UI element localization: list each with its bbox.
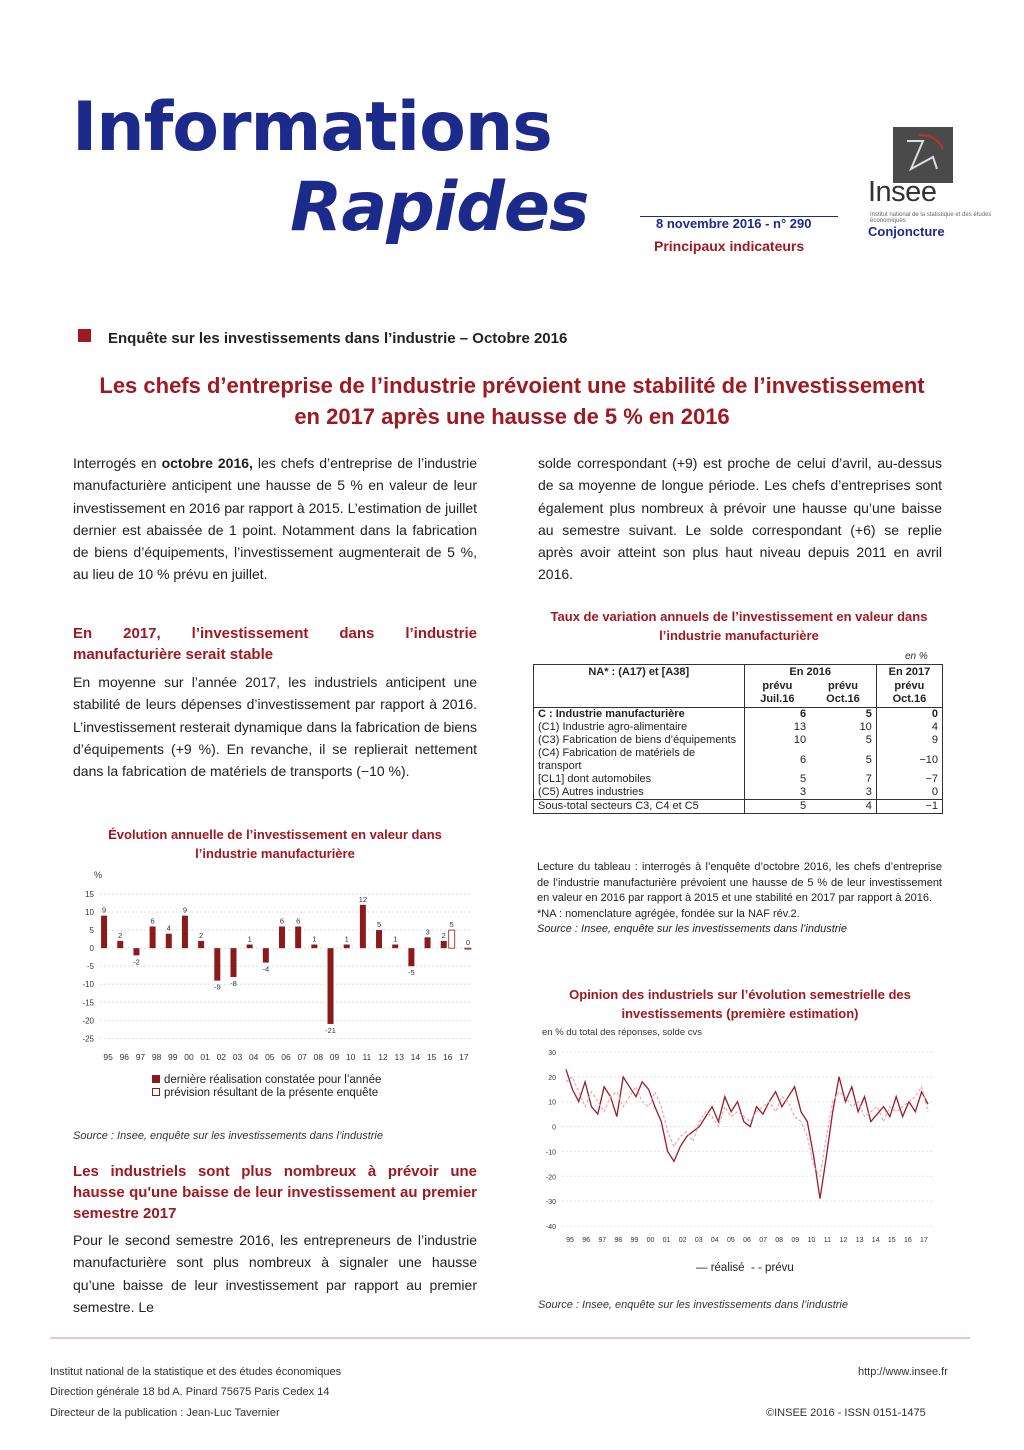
footer-address: Direction générale 18 bd A. Pinard 75675 Paris Cedex 14 [50,1386,330,1398]
x-tick-label: 04 [248,1052,259,1062]
x-tick-label: 08 [775,1237,784,1244]
bar-realised [247,945,253,949]
y-tick-label: 5 [89,926,94,936]
x-tick-label: 97 [135,1052,146,1062]
series-line-realised [566,1069,928,1198]
x-tick-label: 13 [855,1237,864,1244]
table-col-oct16: prévu Oct.16 [810,679,876,708]
table-cell: −7 [876,773,942,786]
y-tick-label: -20 [82,1016,94,1026]
intro-lead-bold: octobre 2016, [161,455,253,471]
bar-forecast [449,930,455,948]
x-tick-label: 11 [362,1052,372,1062]
x-tick-label: 15 [887,1237,896,1244]
table-reading [537,860,942,938]
investment-table [533,664,943,814]
x-tick-label: 98 [151,1052,162,1062]
x-tick-label: 95 [103,1052,113,1062]
table-header-na: NA* : (A17) et [A38] [534,665,745,708]
bar-value-label: -2 [133,957,140,967]
x-tick-label: 16 [443,1052,453,1062]
table-cell: 5 [800,773,807,785]
table-header-2016: En 2016 [744,665,876,680]
y-tick-label: 0 [552,1124,556,1132]
bar-value-label: 0 [465,938,470,948]
line-chart-source: Source : Insee, enquête sur les investissements dans l’industrie [538,1299,848,1311]
x-tick-label: 02 [216,1052,227,1062]
y-tick-label: -30 [545,1199,556,1207]
bar-chart-source: Source : Insee, enquête sur les investissements dans l’industrie [73,1130,383,1142]
table-row-label: (C1) Industrie agro-alimentaire [534,721,745,734]
bar-value-label: -9 [213,982,221,992]
bar-value-label: 9 [102,905,107,915]
table-col-jul16: prévu Juil.16 [744,679,810,708]
bar-value-label: 5 [449,920,454,930]
legend-label-forecast: prévision résultant de la présente enquête [164,1087,379,1099]
table-cell: 10 [793,734,807,746]
bar-value-label: -21 [325,1025,336,1035]
bar-realised [133,948,139,955]
x-tick-label: 96 [119,1052,129,1062]
bar-value-label: 6 [150,916,155,926]
table-cell: 0 [876,786,942,800]
x-tick-label: 96 [582,1237,591,1244]
bar-realised [214,948,220,980]
x-tick-label: 04 [710,1237,719,1244]
x-tick-label: 08 [313,1052,324,1062]
logo-name: Insee [868,176,937,208]
bar-realised [425,937,431,948]
y-tick-label: -25 [82,1034,94,1044]
table-reading-text: Lecture du tableau : interrogés à l’enquête d’octobre 2016, les chefs d’entreprise de l’industrie manufacturière prévoient une hausse de 5 % de leur investissement en valeur en 2016 par rapport à 2015 et une stabilité en 2017 par rapport à 2016. [537,861,942,904]
x-tick-label: 05 [727,1237,735,1244]
intro-rest: les chefs d’entreprise de l’industrie manufacturière anticipent une hausse de 5 % en valeur de leur investissement en 2016 par rapport à 2015. L’estimation de juillet dernier est abaissée de 1 point. Notamment dans la fabrication de biens d’équipements, l’investissement augmenterait de 5 %, au lieu de 10 % prévu en juillet. [73,455,478,583]
table-cell: 6 [800,708,807,720]
masthead-subtitle: Rapides [290,168,589,247]
bar-value-label: -8 [230,979,237,989]
table-note: *NA : nomenclature agrégée, fondée sur la NAF rév.2. [537,907,800,920]
section2-heading: Les industriels sont plus nombreux à prévoir une hausse qu'une baisse de leur investissement au premier semestre 2017 [73,1163,477,1222]
table-cell: 3 [810,786,876,800]
x-tick-label: 03 [694,1237,703,1244]
bar-forecast [465,948,471,949]
bar-realised [101,916,107,948]
bar-realised [408,948,414,966]
x-tick-label: 01 [200,1052,210,1062]
x-tick-label: 17 [920,1237,928,1244]
footer-institute: Institut national de la statistique et des études économiques [50,1366,342,1378]
bar-value-label: 6 [296,916,301,926]
x-tick-label: 16 [903,1237,912,1244]
table-cell: 4 [876,721,942,734]
bar-realised [150,926,156,948]
line-chart-unit: en % du total des réponses, solde cvs [542,1027,703,1038]
line-chart-title: Opinion des industriels sur l’évolution semestrielle des investissements (première estimation) [569,987,911,1021]
x-tick-label: 14 [871,1237,880,1244]
table-header-2017: En 2017 [876,665,942,680]
table-row [534,800,943,814]
section1-text: En moyenne sur l’année 2017, les industriels anticipent une stabilité de leurs dépenses d’investissement par rapport à 2016. L’investissement resterait dynamique dans la fabrication de biens d’équipements (+9 %). En revanche, il se replierait nettement dans la fabrication de matériels de transports (−10 %). [73,674,477,780]
x-tick-label: 06 [743,1237,751,1244]
table-source: Source : Insee, enquête sur les investissements dans l’industrie [537,923,847,935]
table-row [534,734,943,747]
table-cell: 5 [810,747,876,773]
bar-value-label: -4 [262,964,270,974]
x-tick-label: 00 [646,1237,655,1244]
y-tick-label: -10 [545,1149,556,1157]
bar-value-label: 1 [312,934,317,944]
table-cell: 7 [810,773,876,786]
page-headline: Les chefs d’entreprise de l’industrie prévoient une stabilité de l’investissement en 2017 après une hausse de 5 % en 2016 [99,373,925,429]
bar-realised [117,941,123,948]
x-tick-label: 07 [759,1237,767,1244]
table-cell: 5 [810,734,876,747]
bar-value-label: 6 [279,916,285,926]
table-cell: 3 [800,786,807,798]
y-tick-label: -40 [545,1224,556,1231]
bar-value-label: 1 [393,934,398,944]
logo-series: Conjoncture [868,224,945,239]
issue-category: Principaux indicateurs [654,238,805,254]
x-tick-label: 99 [630,1237,639,1244]
table-cell: 5 [744,800,810,814]
bar-realised [182,916,188,948]
x-tick-label: 09 [329,1052,340,1062]
bar-chart-legend [152,1074,381,1100]
intro-paragraph [73,452,477,586]
table-cell: 9 [876,734,942,747]
bar-realised [441,941,447,948]
table-row-label: (C5) Autres industries [534,786,745,800]
legend-item-forecast [152,1087,381,1100]
y-tick-label: 0 [89,944,94,954]
legend-swatch-realised [152,1075,160,1083]
legend-label-realised: dernière réalisation constatée pour l’année [164,1074,382,1086]
x-tick-label: 05 [265,1052,275,1062]
bar-value-label: 12 [358,894,368,904]
table-row [534,773,943,786]
table-title: Taux de variation annuels de l’investissement en valeur dans l’industrie manufacturière [550,609,928,643]
table-row-label: C : Industrie manufacturière [534,708,745,722]
table-row-label: Sous-total secteurs C3, C4 et C5 [534,800,745,814]
legend-label-line-forecast: prévu [765,1262,794,1274]
bar-value-label: 1 [247,934,252,944]
x-tick-label: 15 [426,1052,437,1062]
x-tick-label: 98 [614,1237,623,1244]
bar-realised [376,930,382,948]
table-row [534,747,943,773]
masthead-title: Informations [72,88,552,167]
y-tick-label: -5 [86,962,94,972]
y-tick-label: -15 [82,998,94,1008]
legend-line-forecast: - - prévu [750,1262,794,1274]
x-tick-label: 12 [839,1237,848,1244]
issue-date: 8 novembre 2016 - n° 290 [656,216,812,231]
section-bullet-icon [78,329,91,342]
line-chart [532,1042,942,1247]
y-tick-label: 10 [548,1099,556,1107]
table-cell: 10 [810,721,876,734]
x-tick-label: 10 [807,1237,816,1244]
x-tick-label: 00 [184,1052,194,1062]
x-tick-label: 17 [459,1052,469,1062]
section2-text: Pour le second semestre 2016, les entrepreneurs de l’industrie manufacturière sont plus nombreux à signaler une hausse qu’une baisse de leur investissement par rapport au premier semestre. Le [73,1232,477,1315]
bar-chart-title: Évolution annuelle de l’investissement en valeur dans l’industrie manufacturière [108,827,442,861]
table-row [534,708,943,722]
bar-realised [263,948,269,962]
bar-value-label: 2 [441,930,446,940]
table-row [534,786,943,800]
bar-value-label: 1 [344,934,349,944]
line-chart-legend [696,1262,794,1274]
x-tick-label: 14 [410,1052,421,1062]
table-unit: en % [905,651,928,662]
section1-heading: En 2017, l’investissement dans l’industrie manufacturière serait stable [73,625,477,663]
table-col-oct16-2017: prévu Oct.16 [876,679,942,708]
table-row-label: (C3) Fabrication de biens d’équipements [534,734,745,747]
bar-realised [328,948,334,1024]
legend-item-realised [152,1074,381,1087]
table-cell: 5 [810,708,876,722]
bar-realised [279,926,285,948]
bar-realised [198,941,204,948]
x-tick-label: 02 [678,1237,687,1244]
footer-director: Directeur de la publication : Jean-Luc Tavernier [50,1407,280,1419]
table-row-label: [CL1] dont automobiles [534,773,745,786]
x-tick-label: 13 [394,1052,404,1062]
x-tick-label: 10 [345,1052,356,1062]
y-tick-label: 30 [548,1050,556,1057]
x-tick-label: 11 [823,1237,832,1244]
bar-value-label: 2 [118,930,123,940]
bar-value-label: 2 [199,930,204,940]
y-tick-label: -10 [82,980,94,990]
survey-title: Enquête sur les investissements dans l’industrie – Octobre 2016 [108,330,568,347]
bar-value-label: 4 [166,923,171,933]
bar-value-label: -5 [408,968,415,978]
bar-chart [72,866,482,1106]
x-tick-label: 99 [168,1052,178,1062]
bar-realised [230,948,236,977]
table-row-label: (C4) Fabrication de matériels de transport [534,747,745,773]
bar-realised [344,945,350,949]
bar-realised [295,926,301,948]
logo-subtext: Institut national de la statistique et des études économiques [870,212,992,224]
table-cell: 6 [800,753,807,766]
x-tick-label: 03 [232,1052,243,1062]
x-tick-label: 06 [281,1052,291,1062]
y-tick-label: 10 [85,908,94,918]
y-tick-label: -20 [545,1174,556,1182]
bar-realised [392,945,398,949]
intro-lead: Interrogés en [73,455,162,471]
table-cell: 0 [876,708,942,722]
table-cell: 4 [810,800,876,814]
column2-paragraph: solde correspondant (+9) est proche de celui d’avril, au-dessus de sa moyenne de longue période. Les chefs d’entreprises sont également plus nombreux à prévoir une hausse qu’une baisse au semestre suivant. Le solde correspondant (+6) se replie après avoir atteint son plus haut niveau depuis 2011 en avril 2016. [538,455,942,583]
bar-value-label: 3 [425,927,430,937]
bar-realised [360,905,366,948]
x-tick-label: 97 [598,1237,607,1244]
y-tick-label: 15 [85,890,94,899]
table-cell: −10 [876,747,942,773]
table-cell: −1 [876,800,942,814]
footer-url-link[interactable]: http://www.insee.fr [858,1366,948,1378]
x-tick-label: 09 [791,1237,800,1244]
legend-line-realised: — réalisé [696,1262,745,1274]
insee-logo-icon [893,127,953,183]
table-cell: 13 [793,721,807,733]
x-tick-label: 07 [297,1052,307,1062]
footer-copyright: ©INSEE 2016 - ISSN 0151-1475 [766,1407,926,1419]
x-tick-label: 01 [662,1237,671,1244]
x-tick-label: 95 [566,1237,574,1244]
legend-label-line-realised: réalisé [710,1262,745,1274]
bar-realised [311,945,317,949]
y-axis-unit: % [94,870,103,880]
bar-realised [166,934,172,948]
x-tick-label: 12 [378,1052,388,1062]
footer-divider [50,1337,970,1339]
table-row [534,721,943,734]
y-tick-label: 20 [548,1074,556,1082]
bar-value-label: 9 [182,905,188,915]
bar-value-label: 5 [376,920,382,930]
legend-swatch-forecast [152,1088,160,1096]
